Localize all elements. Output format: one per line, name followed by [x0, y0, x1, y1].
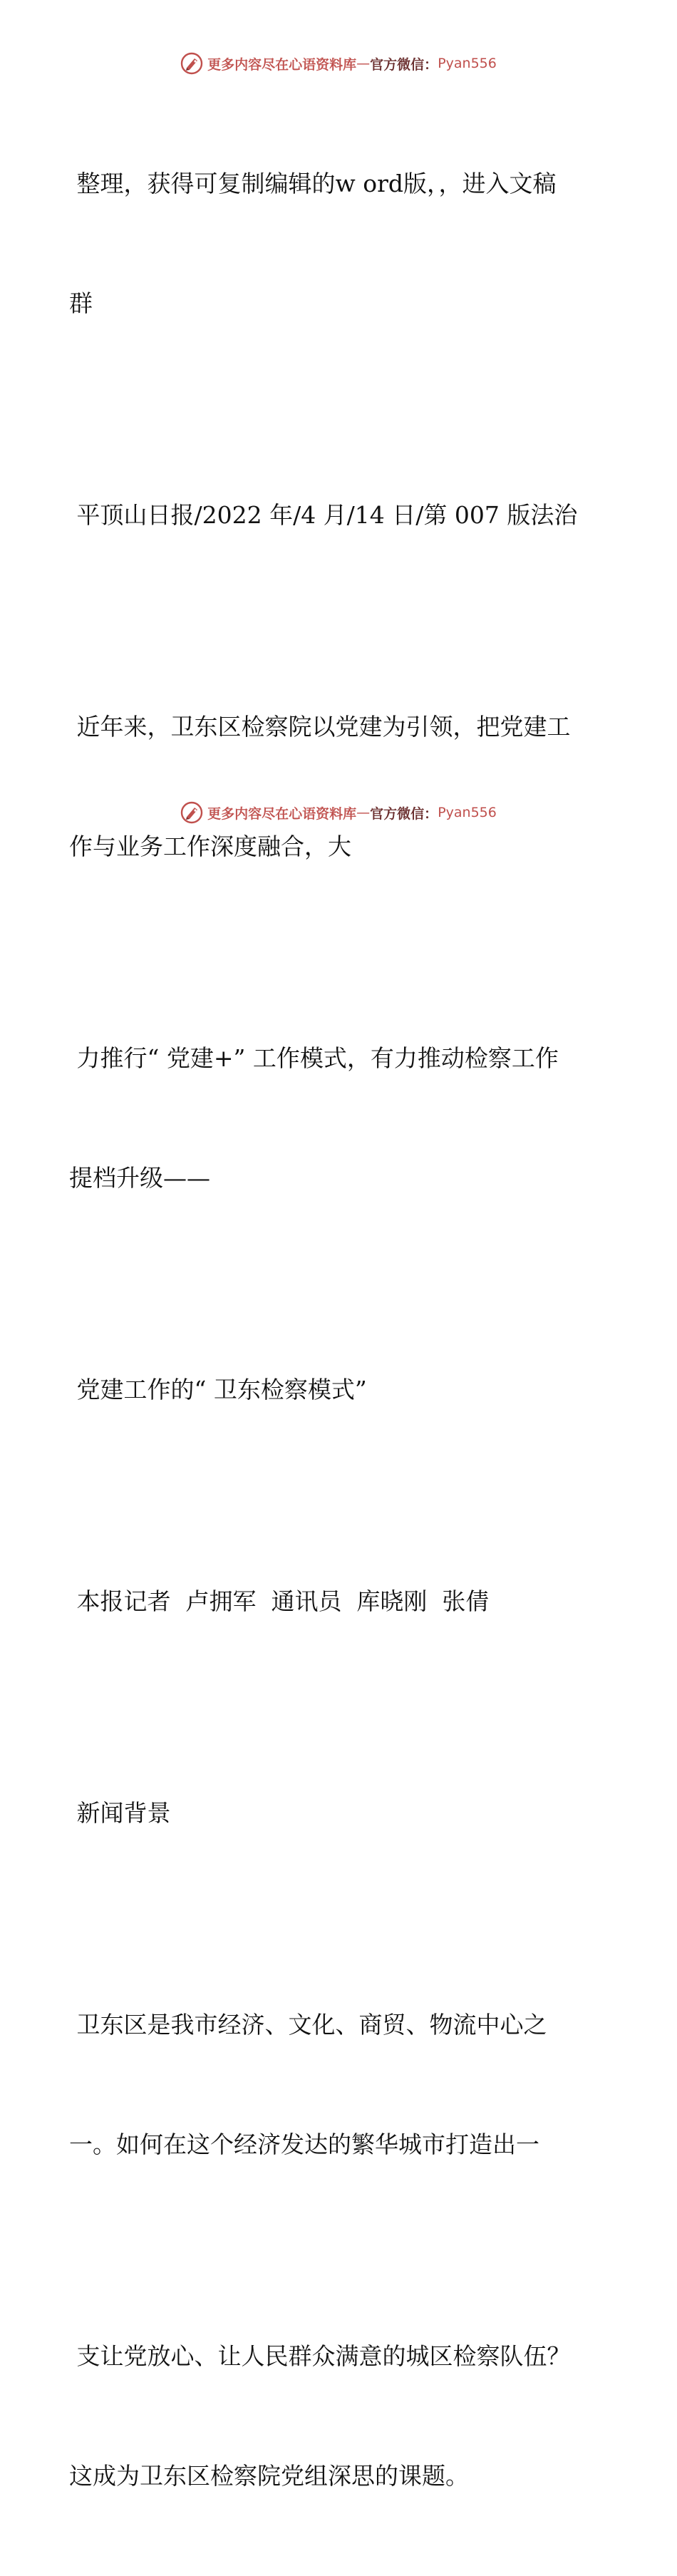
document-body: [69, 84, 611, 2576]
watermark-main-text: 更多内容尽在心语资料库: [207, 56, 357, 73]
text-line: 提档升级——: [69, 1164, 210, 1192]
paragraph-headline-2: [69, 959, 611, 1278]
text-line: 新闻背景: [69, 1799, 171, 1827]
watermark-official-label: 官方微信：: [370, 56, 438, 73]
text-line: 近年来，卫东区检察院以党建为引领，把党建工: [69, 713, 571, 741]
text-line: 一。如何在这个经济发达的繁华城市打造出一: [69, 2131, 539, 2158]
text-line: 群: [69, 289, 93, 317]
footer-watermark: [0, 800, 677, 825]
text-line: 力推行“ 党建+” 工作模式，有力推动检察工作: [69, 1044, 559, 1072]
text-line: 平顶山日报/2022 年/4 月/14 日/第 007 版法治: [69, 501, 578, 529]
paragraph-source: [69, 416, 611, 615]
paragraph-body-2: [69, 2257, 611, 2576]
text-line: 党建工作的“ 卫东检察模式”: [69, 1376, 367, 1403]
watermark-official-label: 官方微信：: [370, 805, 438, 822]
header-watermark: [0, 51, 677, 76]
paragraph-body-1: [69, 1925, 611, 2245]
paragraph-intro: [69, 84, 611, 403]
paragraph-section-title: [69, 1714, 611, 1913]
text-line: 支让党放心、让人民群众满意的城区检察队伍？: [69, 2342, 571, 2370]
paragraph-headline-3: [69, 1290, 611, 1490]
pen-logo-icon: [180, 801, 203, 824]
watermark-dash: —: [356, 805, 371, 820]
pen-logo-icon: [180, 52, 203, 75]
watermark-main-text: 更多内容尽在心语资料库: [207, 805, 357, 822]
watermark-dash: —: [356, 56, 371, 71]
text-line: 本报记者 卢拥军 通讯员 库晓刚 张倩: [69, 1587, 490, 1615]
text-line: 卫东区是我市经济、文化、商贸、物流中心之: [69, 2011, 547, 2039]
text-line: 这成为卫东区检察院党组深思的课题。: [69, 2462, 469, 2490]
watermark-wechat-id: Pyan556: [438, 56, 497, 71]
watermark-wechat-id: Pyan556: [438, 805, 497, 820]
paragraph-byline: [69, 1502, 611, 1701]
paragraph-headline-1: [69, 627, 611, 947]
text-line: 作与业务工作深度融合，大: [69, 833, 351, 860]
text-line: 整理，获得可复制编辑的w ord版，，进入文稿: [69, 170, 557, 197]
